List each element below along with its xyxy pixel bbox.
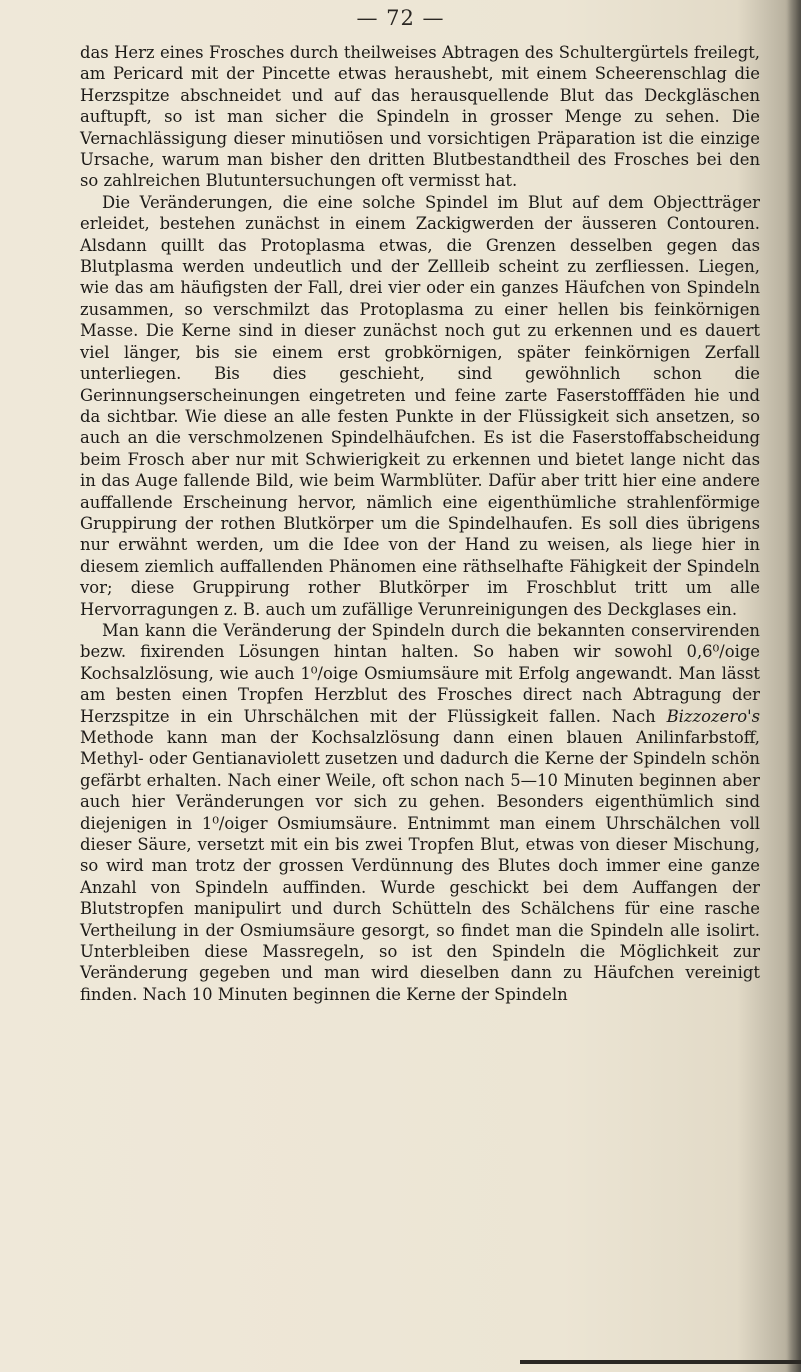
author-reference: Bizzozero's <box>666 706 760 726</box>
paragraph-3 <box>80 620 760 1005</box>
paragraph-3-part-1: Man kann die Veränderung der Spindeln durch die bekannten conservirenden bezw. fixirenden Lösungen hintan halten. So haben wir sowohl 0,6⁰/oige Kochsalzlösung, wie auch 1⁰/oige Osmiumsäure mit Erfolg angewandt. Man lässt am besten einen Tropfen Herzblut des Frosches direct nach Abtragung der Herzspitze in ein Uhrschälchen mit der Flüssigkeit fallen. Nach <box>80 620 760 726</box>
paragraph-1: das Herz eines Frosches durch theilweises Abtragen des Schultergürtels freilegt, am Pericard mit der Pincette etwas heraushebt, mit einem Scheerenschlag die Herzspitze abschneidet und auf das herausquellende Blut das Deckgläschen auftupft, so ist man sicher die Spindeln in grosser Menge zu sehen. Die Vernachlässigung dieser minutiösen und vorsichtigen Präparation ist die einzige Ursache, warum man bisher den dritten Blutbestandtheil des Frosches bei den so zahlreichen Blutuntersuchungen oft vermisst hat. <box>80 43 760 191</box>
body-text <box>80 42 760 1005</box>
paragraph-3-part-2: Methode kann man der Kochsalzlösung dann einen blauen Anilinfarbstoff, Methyl- oder Gentianaviolett zusetzen und dadurch die Kerne der Spindeln schön gefärbt erhalten. Nach einer Weile, oft schon nach 5—10 Minuten beginnen aber auch hier Veränderungen vor sich zu gehen. Besonders eigenthümlich sind diejenigen in 1⁰/oiger Osmiumsäure. Entnimmt man einem Uhrschälchen voll dieser Säure, versetzt mit ein bis zwei Tropfen Blut, etwas von dieser Mischung, so wird man trotz der grossen Verdünnung des Blutes doch immer eine ganze Anzahl von Spindeln auffinden. Wurde geschickt bei dem Auffangen der Blutstropfen manipulirt und durch Schütteln des Schälchens für eine rasche Vertheilung in der Osmiumsäure gesorgt, so findet man die Spindeln alle isolirt. Unterbleiben diese Massregeln, so ist den Spindeln die Möglichkeit zur Veränderung gegeben und man wird dieselben dann zu Häufchen vereinigt finden. Nach 10 Minuten beginnen die Kerne der Spindeln <box>80 728 760 1004</box>
page-edge-shadow <box>787 0 801 1372</box>
paragraph-2: Die Veränderungen, die eine solche Spindel im Blut auf dem Objectträger erleidet, bestehen zunächst in einem Zackigwerden der äusseren Contouren. Alsdann quillt das Protoplasma etwas, die Grenzen desselben gegen das Blutplasma werden undeutlich und der Zellleib scheint zu zerfliessen. Liegen, wie das am häufigsten der Fall, drei vier oder ein ganzes Häufchen von Spindeln zusammen, so verschmilzt das Protoplasma zu einer hellen bis feinkörnigen Masse. Die Kerne sind in dieser zunächst noch gut zu erkennen und es dauert viel länger, bis sie einem erst grobkörnigen, später feinkörnigen Zerfall unterliegen. Bis dies geschieht, sind gewöhnlich schon die Gerinnungserscheinungen eingetreten und feine zarte Faserstofffäden hie und da sichtbar. Wie diese an alle festen Punkte in der Flüssigkeit sich ansetzen, so auch an die verschmolzenen Spindelhäufchen. Es ist die Faserstoffabscheidung beim Frosch aber nur mit Schwierigkeit zu erkennen und bietet lange nicht das in das Auge fallende Bild, wie beim Warmblüter. Dafür aber tritt hier eine andere auffallende Erscheinung hervor, nämlich eine eigenthümliche strahlenförmige Gruppirung der rothen Blutkörper um die Spindelhaufen. Es soll dies übrigens nur erwähnt werden, um die Idee von der Hand zu weisen, als liege hier in diesem ziemlich auffallenden Phänomen eine räthselhafte Fähigkeit der Spindeln vor; diese Gruppirung rother Blutkörper im Froschblut tritt um alle Hervorragungen z. B. auch um zufällige Verunreinigungen des Deckglases ein. <box>80 192 760 619</box>
bottom-edge-mark <box>520 1360 801 1364</box>
page-number: — 72 — <box>356 6 445 30</box>
